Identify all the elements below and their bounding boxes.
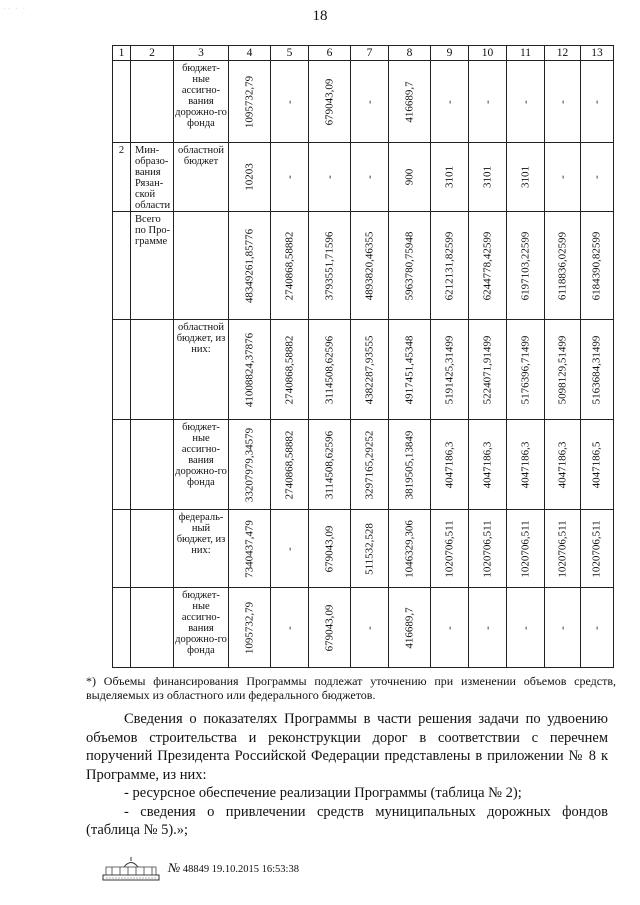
value-cell	[469, 420, 507, 510]
column-header: 9	[431, 46, 469, 61]
value-text: 6212131,82599	[443, 231, 455, 300]
value-cell	[507, 212, 545, 320]
bullet-item: - сведения о привлечении средств муниципальных дорожных фондов (таблица № 5).»;	[86, 803, 608, 838]
value-cell	[545, 143, 581, 212]
value-cell	[229, 510, 271, 588]
page-number: 18	[312, 8, 328, 24]
value-cell	[351, 510, 389, 588]
funding-source-cell: бюджет-ные ассигно-вания дорожно-го фонда	[174, 420, 229, 510]
value-cell	[309, 212, 351, 320]
value-text: 5098129,51499	[556, 335, 568, 404]
value-text: 416689,7	[403, 80, 415, 123]
value-text: 1046329,306	[403, 519, 415, 578]
value-text: -	[283, 175, 295, 179]
funding-source-cell: областной бюджет	[174, 143, 229, 212]
value-cell	[545, 588, 581, 668]
value-text: 1095732,79	[243, 75, 255, 128]
value-cell	[431, 212, 469, 320]
value-text: 1020706,511	[556, 519, 568, 578]
value-text: 2740868,58882	[283, 335, 295, 404]
column-header: 7	[351, 46, 389, 61]
funding-source-cell: бюджет-ные ассигно-вания дорожно-го фонда	[174, 588, 229, 668]
value-text: 6244778,42599	[481, 231, 493, 300]
value-cell	[431, 320, 469, 420]
government-building-logo-icon	[102, 856, 160, 882]
row-number: 2	[113, 143, 131, 212]
value-text: 6197103,22599	[519, 231, 531, 300]
value-text: -	[283, 99, 295, 104]
value-cell	[581, 420, 614, 510]
value-text: 4047186,3	[443, 441, 455, 488]
value-cell	[507, 420, 545, 510]
table-row	[113, 420, 614, 510]
value-text: -	[556, 625, 568, 630]
value-cell	[581, 320, 614, 420]
value-text: -	[363, 625, 375, 630]
value-text: -	[590, 175, 603, 179]
value-cell	[351, 588, 389, 668]
value-cell	[271, 320, 309, 420]
value-cell	[229, 420, 271, 510]
value-cell	[271, 588, 309, 668]
value-cell	[507, 61, 545, 143]
table-row	[113, 61, 614, 143]
value-text: 679043,09	[323, 78, 335, 125]
column-header: 13	[581, 46, 614, 61]
executor-cell	[131, 510, 174, 588]
value-cell	[271, 510, 309, 588]
value-cell	[351, 320, 389, 420]
value-text: -	[519, 625, 531, 630]
footnote: *) Объемы финансирования Программы подлежат уточнению при изменении объемов средств, выделяемых из областного или федерального бюджетов.	[86, 674, 616, 702]
value-text: -	[481, 99, 493, 104]
value-text: 2740868,58882	[283, 231, 295, 300]
value-text: -	[590, 99, 603, 104]
value-text: -	[363, 99, 375, 104]
value-cell	[309, 420, 351, 510]
value-text: 5176396,71499	[519, 335, 531, 404]
value-text: 4382287,93555	[363, 335, 375, 404]
value-text: 1020706,511	[481, 519, 493, 578]
value-cell	[229, 143, 271, 212]
value-text: 5191425,31499	[443, 335, 455, 404]
scan-specks: ·· · ·	[4, 6, 27, 12]
value-text: -	[590, 625, 603, 630]
value-text: 4047186,5	[590, 441, 603, 488]
value-cell	[389, 212, 431, 320]
value-text: 6118836,02599	[556, 231, 568, 300]
row-number	[113, 212, 131, 320]
value-text: 33207979,34579	[243, 427, 255, 502]
value-cell	[581, 61, 614, 143]
funding-source-cell: бюджет-ные ассигно-вания дорожно-го фонда	[174, 61, 229, 143]
value-text: 3114508,62596	[323, 430, 335, 499]
value-text: 6184390,82599	[590, 231, 603, 300]
value-cell	[507, 510, 545, 588]
value-text: -	[283, 546, 295, 551]
column-header: 11	[507, 46, 545, 61]
table-row	[113, 320, 614, 420]
value-cell	[469, 510, 507, 588]
value-cell	[469, 212, 507, 320]
value-text: -	[443, 625, 455, 630]
bullet-item: - ресурсное обеспечение реализации Программы (таблица № 2);	[124, 785, 522, 801]
column-header: 1	[113, 46, 131, 61]
value-text: 416689,7	[403, 606, 415, 649]
value-cell	[389, 420, 431, 510]
value-cell	[431, 420, 469, 510]
value-text: 5224071,91499	[481, 335, 493, 404]
value-text: 679043,09	[323, 525, 335, 572]
value-text: 41008824,37876	[243, 332, 255, 407]
value-text: 4893820,46355	[363, 231, 375, 300]
value-cell	[389, 588, 431, 668]
value-cell	[545, 510, 581, 588]
column-header: 6	[309, 46, 351, 61]
value-cell	[389, 143, 431, 212]
value-cell	[431, 61, 469, 143]
value-cell	[545, 320, 581, 420]
value-cell	[351, 420, 389, 510]
value-cell	[431, 143, 469, 212]
value-text: -	[481, 625, 493, 630]
value-text: -	[443, 99, 455, 104]
stamp-text	[168, 860, 299, 876]
value-cell	[389, 320, 431, 420]
value-text: -	[283, 625, 295, 630]
funding-source-cell: областной бюджет, из них:	[174, 320, 229, 420]
main-text	[86, 710, 608, 840]
info-paragraph: Сведения о показателях Программы в части решения задачи по удвоению объемов строительства и реконструкции дорог в соответствии с перечнем поручений Президента Российской Федерации представлены в приложении № 8 к Программе, из них:	[86, 711, 608, 783]
value-text: 4047186,3	[519, 441, 531, 488]
value-cell	[271, 143, 309, 212]
document-stamp: 48849 19.10.2015 16:53:38	[180, 864, 299, 875]
column-header: 5	[271, 46, 309, 61]
value-text: 3101	[443, 166, 455, 188]
value-cell	[431, 588, 469, 668]
value-text: 48349261,85776	[243, 228, 255, 303]
value-text: 4047186,3	[481, 441, 493, 488]
value-cell	[351, 212, 389, 320]
value-cell	[271, 61, 309, 143]
column-header: 4	[229, 46, 271, 61]
value-cell	[309, 510, 351, 588]
value-text: 3819505,13849	[403, 430, 415, 499]
value-text: 679043,09	[323, 604, 335, 651]
value-cell	[507, 143, 545, 212]
value-text: 3114508,62596	[323, 335, 335, 404]
value-cell	[545, 420, 581, 510]
value-cell	[229, 320, 271, 420]
executor-cell	[131, 61, 174, 143]
executor-cell	[131, 420, 174, 510]
value-cell	[309, 588, 351, 668]
value-text: 4047186,3	[556, 441, 568, 488]
funding-source-cell: федераль-ный бюджет, из них:	[174, 510, 229, 588]
value-cell	[431, 510, 469, 588]
value-text: 7340437,479	[243, 519, 255, 578]
value-text: 3297165,29252	[363, 430, 375, 499]
value-cell	[469, 61, 507, 143]
value-cell	[581, 588, 614, 668]
value-text: 2740868,58882	[283, 430, 295, 499]
column-header: 3	[174, 46, 229, 61]
value-text: -	[363, 175, 375, 179]
value-cell	[581, 143, 614, 212]
value-cell	[545, 212, 581, 320]
value-text: 1020706,511	[590, 519, 603, 578]
column-header: 12	[545, 46, 581, 61]
value-cell	[389, 61, 431, 143]
value-cell	[309, 61, 351, 143]
value-cell	[581, 510, 614, 588]
value-text: 4917451,45348	[403, 335, 415, 404]
value-cell	[469, 143, 507, 212]
value-text: -	[323, 175, 335, 179]
value-cell	[351, 143, 389, 212]
row-number	[113, 510, 131, 588]
value-cell	[507, 320, 545, 420]
value-cell	[229, 588, 271, 668]
row-number	[113, 320, 131, 420]
value-text: 1095732,79	[243, 601, 255, 654]
value-cell	[271, 420, 309, 510]
value-text: 1020706,511	[443, 519, 455, 578]
value-cell	[469, 588, 507, 668]
value-text: 511532,528	[363, 522, 375, 575]
table-row	[113, 143, 614, 212]
value-cell	[351, 61, 389, 143]
value-text: 900	[403, 168, 415, 186]
value-text: 1020706,511	[519, 519, 531, 578]
value-text: 3101	[481, 166, 493, 188]
value-text: -	[556, 175, 568, 179]
value-cell	[581, 212, 614, 320]
executor-cell	[131, 588, 174, 668]
table-row	[113, 588, 614, 668]
executor-cell: Всего по Про-грамме	[131, 212, 174, 320]
value-cell	[309, 320, 351, 420]
executor-cell	[131, 320, 174, 420]
column-header: 2	[131, 46, 174, 61]
value-cell	[507, 588, 545, 668]
value-cell	[469, 320, 507, 420]
value-cell	[229, 61, 271, 143]
value-cell	[389, 510, 431, 588]
column-header: 10	[469, 46, 507, 61]
value-text: 10203	[243, 163, 255, 191]
row-number	[113, 61, 131, 143]
value-text: 5163684,31499	[590, 335, 603, 404]
row-number	[113, 420, 131, 510]
value-cell	[545, 61, 581, 143]
funding-source-cell	[174, 212, 229, 320]
value-text: -	[556, 99, 568, 104]
table-row	[113, 212, 614, 320]
funding-table	[112, 45, 614, 668]
table-row	[113, 510, 614, 588]
row-number	[113, 588, 131, 668]
executor-cell: Мин-образо-вания Рязан-ской области	[131, 143, 174, 212]
value-cell	[229, 212, 271, 320]
value-text: 3793551,71596	[323, 231, 335, 300]
value-text: -	[519, 99, 531, 104]
value-cell	[309, 143, 351, 212]
number-sign: №	[168, 860, 181, 875]
value-text: 5963780,75948	[403, 231, 415, 300]
value-cell	[271, 212, 309, 320]
value-text: 3101	[519, 166, 531, 188]
column-header: 8	[389, 46, 431, 61]
